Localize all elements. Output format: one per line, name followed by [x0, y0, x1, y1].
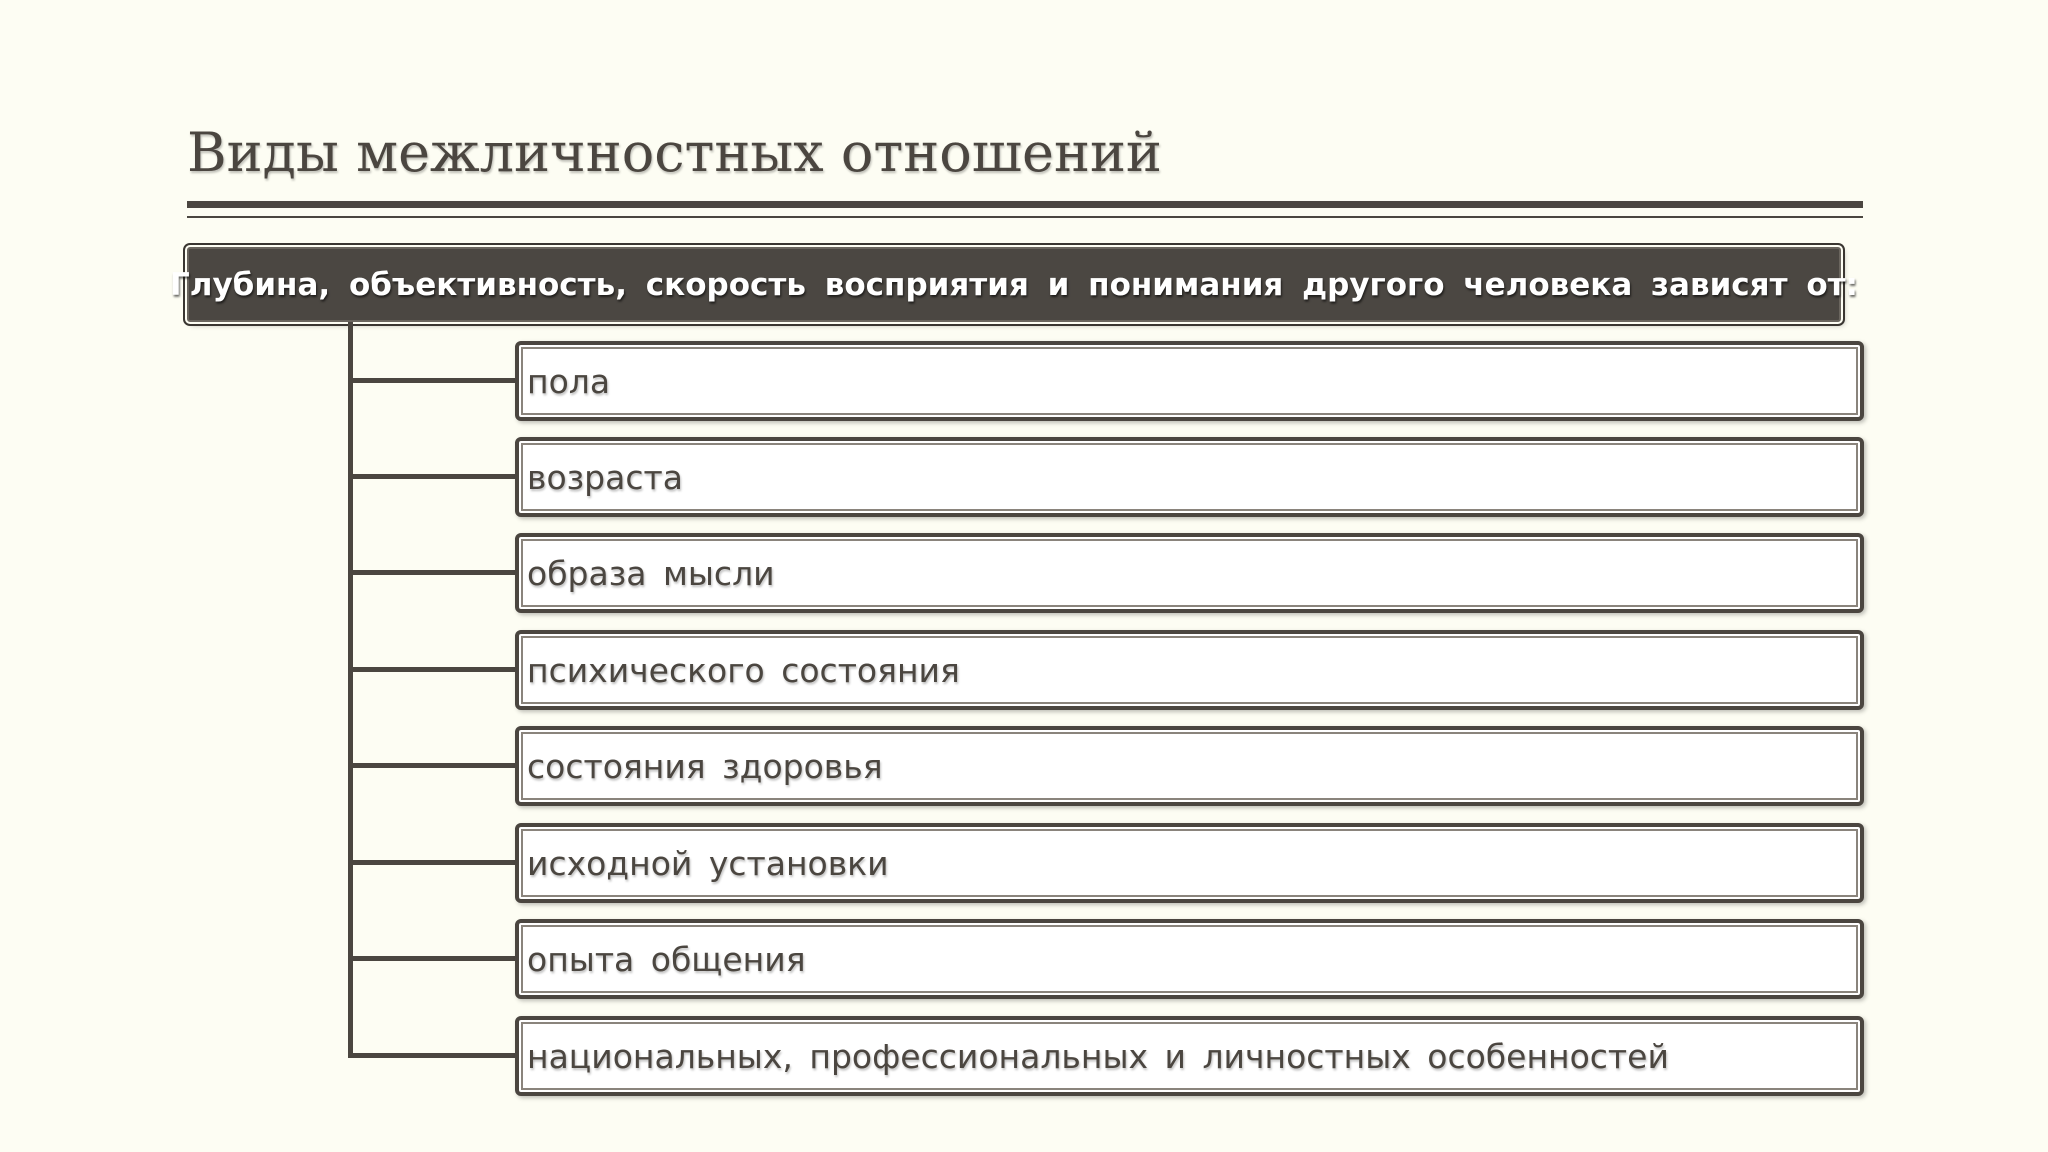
connector-line	[348, 378, 515, 383]
factor-box-communication-experience	[515, 919, 1864, 999]
connector-line	[348, 956, 515, 961]
connector-line	[348, 474, 515, 479]
diagram-header-text: Глубина, объективность, скорость восприятия и понимания другого человека зависят от:	[170, 266, 1858, 303]
tree-trunk-line	[348, 322, 353, 1058]
factor-label: опыта общения	[527, 939, 806, 979]
connector-line	[348, 860, 515, 865]
factor-label: состояния здоровья	[527, 746, 883, 786]
title-rule-thin	[187, 216, 1863, 218]
factor-box-health	[515, 726, 1864, 806]
diagram-header-box	[170, 247, 1858, 322]
factor-label: пола	[527, 361, 611, 401]
connector-line	[348, 570, 515, 575]
factor-box-initial-attitude	[515, 823, 1864, 903]
factor-box-personal-features	[515, 1016, 1864, 1096]
factor-box-gender	[515, 341, 1864, 421]
connector-line	[348, 667, 515, 672]
factor-label: возраста	[527, 457, 683, 497]
factor-label: психического состояния	[527, 650, 960, 690]
connector-line	[348, 1053, 515, 1058]
title-rule-thick	[187, 201, 1863, 208]
factor-box-mental-state	[515, 630, 1864, 710]
factor-label: образа мысли	[527, 553, 775, 593]
factor-label: исходной установки	[527, 843, 889, 883]
factor-box-age	[515, 437, 1864, 517]
factor-box-mindset	[515, 533, 1864, 613]
slide-title: Виды межличностных отношений	[187, 121, 1162, 184]
factor-label: национальных, профессиональных и личностных особенностей	[527, 1036, 1669, 1076]
connector-line	[348, 763, 515, 768]
